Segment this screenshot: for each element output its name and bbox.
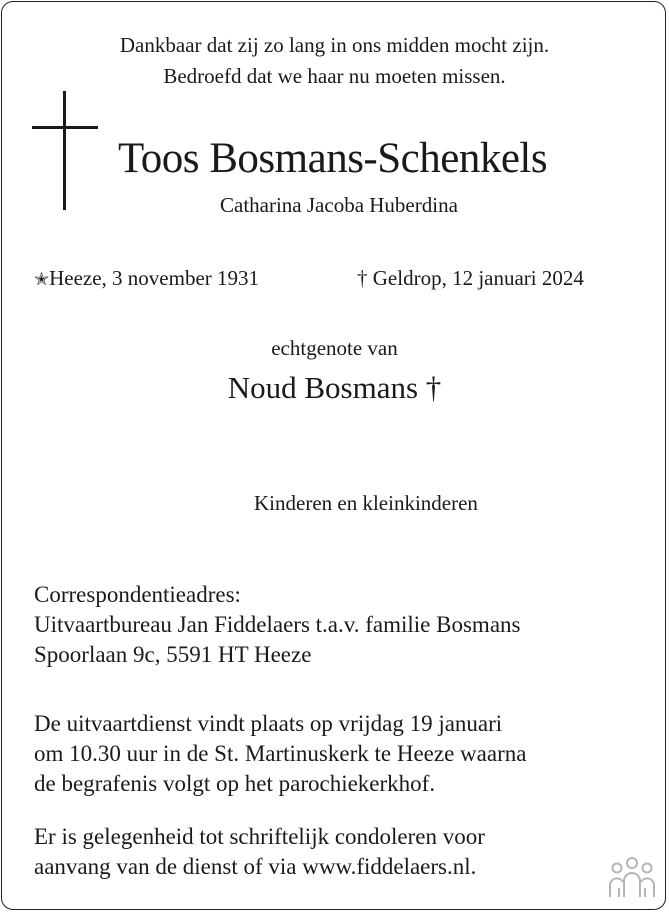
dagger-icon: †	[357, 266, 368, 290]
death-text: Geldrop, 12 januari 2024	[372, 266, 584, 290]
birth-text: Heeze, 3 november 1931	[49, 266, 260, 290]
people-group-logo-icon	[607, 855, 657, 899]
correspondence-line-1: Uitvaartbureau Jan Fiddelaers t.a.v. familie Bosmans	[34, 612, 521, 637]
spouse-intro: echtgenote van	[271, 336, 398, 360]
correspondence-block	[34, 580, 520, 670]
verse	[0, 30, 669, 92]
birth-date	[34, 266, 259, 291]
spouse-name: Noud Bosmans †	[227, 370, 442, 405]
funeral-line-2: om 10.30 uur in de St. Martinuskerk te Heeze waarna	[34, 741, 527, 766]
correspondence-heading: Correspondentieadres:	[34, 582, 241, 607]
verse-line-2: Bedroefd dat we haar nu moeten missen.	[163, 64, 506, 88]
correspondence-line-2: Spoorlaan 9c, 5591 HT Heeze	[34, 642, 312, 667]
funeral-line-3: de begrafenis volgt op het parochiekerkhof.	[34, 771, 436, 796]
star-icon: ✭	[34, 269, 50, 289]
deceased-given-names: Catharina Jacoba Huberdina	[220, 193, 458, 217]
family: Kinderen en kleinkinderen	[254, 491, 478, 515]
death-date	[357, 266, 584, 291]
condolence-line-2: aanvang van de dienst of via www.fiddelaers.nl.	[34, 854, 477, 879]
funeral-block	[34, 709, 526, 799]
condolence-line-1: Er is gelegenheid tot schriftelijk condoleren voor	[34, 824, 485, 849]
funeral-line-1: De uitvaartdienst vindt plaats op vrijdag 19 januari	[34, 711, 503, 736]
verse-line-1: Dankbaar dat zij zo lang in ons midden mocht zijn.	[119, 33, 550, 57]
deceased-name: Toos Bosmans-Schenkels	[118, 135, 548, 182]
condolence-block	[34, 822, 485, 882]
